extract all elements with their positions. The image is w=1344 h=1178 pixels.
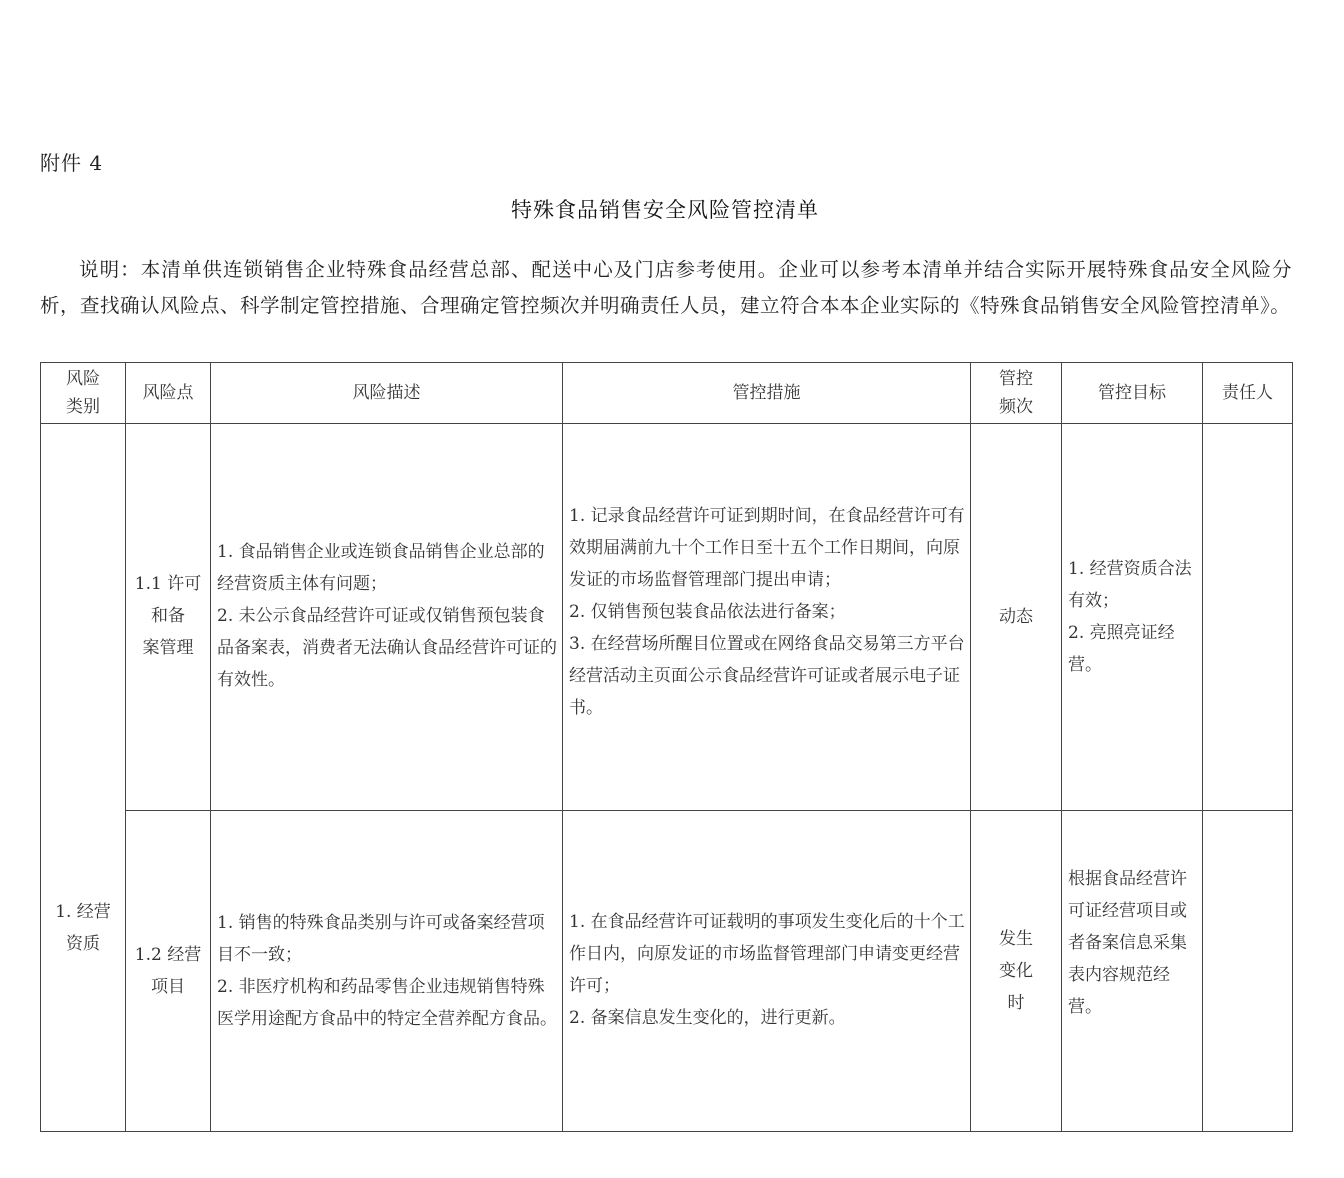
header-owner: 责任人 xyxy=(1203,363,1293,424)
table-row xyxy=(41,424,1293,811)
header-risk-description: 风险描述 xyxy=(211,363,563,424)
table-header-row xyxy=(41,363,1293,424)
page-title: 特殊食品销售安全风险管控清单 xyxy=(511,198,819,222)
description-paragraph: 说明：本清单供连锁销售企业特殊食品经营总部、配送中心及门店参考使用。企业可以参考本清单并结合实际开展特殊食品安全风险分析，查找确认风险点、科学制定管控措施、合理确定管控频次并明确责任人员，建立符合本本企业实际的《特殊食品销售安全风险管控清单》。 xyxy=(40,258,1292,317)
header-risk-point: 风险点 xyxy=(126,363,211,424)
header-control-frequency: 管控 频次 xyxy=(971,363,1062,424)
owner-cell xyxy=(1203,424,1293,811)
attachment-label: 附件 4 xyxy=(40,151,104,175)
header-control-target: 管控目标 xyxy=(1062,363,1203,424)
risk-point-cell: 1.2 经营 项目 xyxy=(126,811,211,1132)
control-target-cell: 根据食品经营许可证经营项目或者备案信息采集表内容规范经营。 xyxy=(1062,811,1203,1132)
table-row xyxy=(41,811,1293,1132)
risk-point-cell: 1.1 许可 和备 案管理 xyxy=(126,424,211,811)
control-measures-cell: 1. 在食品经营许可证载明的事项发生变化后的十个工作日内，向原发证的市场监督管理部门申请变更经营许可； 2. 备案信息发生变化的，进行更新。 xyxy=(563,811,971,1132)
risk-category-cell: 1. 经营 资质 xyxy=(41,424,126,1132)
control-measures-cell: 1. 记录食品经营许可证到期时间，在食品经营许可有效期届满前九十个工作日至十五个工作日期间，向原发证的市场监督管理部门提出申请； 2. 仅销售预包装食品依法进行备案； 3. 在经营场所醒目位置或在网络食品交易第三方平台经营活动主页面公示食品经营许可证或者展示电子证书。 xyxy=(563,424,971,811)
risk-description-cell: 1. 销售的特殊食品类别与许可或备案经营项目不一致； 2. 非医疗机构和药品零售企业违规销售特殊医学用途配方食品中的特定全营养配方食品。 xyxy=(211,811,563,1132)
control-frequency-cell: 发生 变化 时 xyxy=(971,811,1062,1132)
risk-description-cell: 1. 食品销售企业或连锁食品销售企业总部的经营资质主体有问题； 2. 未公示食品经营许可证或仅销售预包装食品备案表，消费者无法确认食品经营许可证的有效性。 xyxy=(211,424,563,811)
header-risk-category: 风险 类别 xyxy=(41,363,126,424)
control-frequency-cell: 动态 xyxy=(971,424,1062,811)
owner-cell xyxy=(1203,811,1293,1132)
risk-control-table xyxy=(40,362,1293,1132)
control-target-cell: 1. 经营资质合法有效； 2. 亮照亮证经营。 xyxy=(1062,424,1203,811)
header-control-measures: 管控措施 xyxy=(563,363,971,424)
